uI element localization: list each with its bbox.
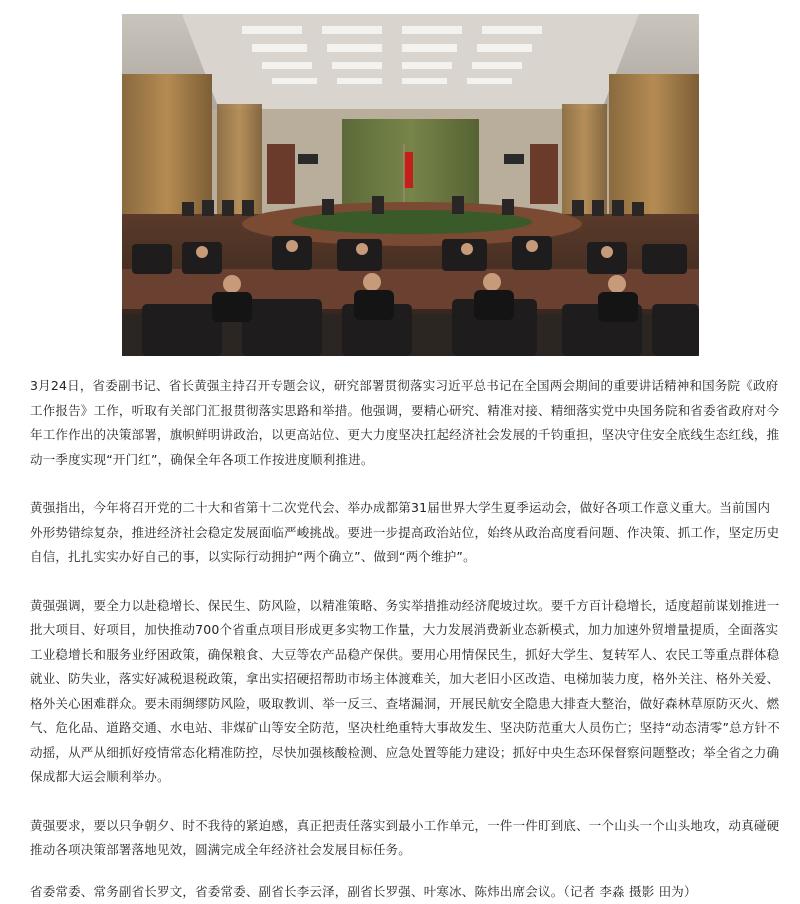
article-paragraph-3: 黄强强调，要全力以赴稳增长、保民生、防风险，以精准策略、务实举措推动经济爬坡过坎。要千方百计稳增长，适度超前谋划推进一批大项目、好项目，加快推动700个省重点项目形成更多实物工作量，大力发展消费新业态新模式，加力加速外贸增量提质，全面落实工业稳增长和服务业纾困政策，确保粮食、大豆等农产品稳产保供。要用心用情保民生，抓好大学生、复转军人、农民工等重点群体稳就业、防失业，落实好减税退税政策，拿出实招硬招帮助市场主体渡难关，加大老旧小区改造、电梯加装力度，格外关注、格外关爱、格外关心困难群众。要未雨绸缪防风险，吸取教训、举一反三、查堵漏洞，开展民航安全隐患大排查大整治，做好森林草原防灭火、燃气、危化品、道路交通、水电站、非煤矿山等安全防范，坚决杜绝重特大事故发生、坚决防范重大人员伤亡；坚持“动态清零”总方针不动摇，从严从细抓好疫情常态化精准防控，尽快加强核酸检测、应急处置等能力建设；抓好中央生态环保督察问题整改；举全省之力确保成都大运会顺利举办。 [30, 594, 782, 790]
article-paragraph-1: 3月24日，省委副书记、省长黄强主持召开专题会议，研究部署贯彻落实习近平总书记在全国两会期间的重要讲话精神和国务院《政府工作报告》工作，听取有关部门汇报贯彻落实思路和举措。他强调，要精心研究、精准对接、精细落实党中央国务院和省委省政府对今年工作作出的决策部署，旗帜鲜明讲政治，以更高站位、更大力度坚决扛起经济社会发展的千钧重担，坚决守住安全底线生态红线，推动一季度实现“开门红”，确保全年各项工作按进度顺利推进。 [30, 374, 782, 472]
meeting-photo [122, 14, 699, 356]
article-paragraph-4: 黄强要求，要以只争朝夕、时不我待的紧迫感，真正把责任落实到最小工作单元，一件一件盯到底、一个山头一个山头地攻，动真碰硬推动各项决策部署落地见效，圆满完成全年经济社会发展目标任务。 [30, 814, 782, 863]
article-paragraph-5: 省委常委、常务副省长罗文，省委常委、副省长李云泽，副省长罗强、叶寒冰、陈炜出席会议。（记者 李淼 摄影 田为） [30, 880, 782, 904]
article-body [30, 374, 782, 904]
article-paragraph-2: 黄强指出，今年将召开党的二十大和省第十二次党代会、举办成都第31届世界大学生夏季运动会，做好各项工作意义重大。当前国内外形势错综复杂，推进经济社会稳定发展面临严峻挑战。要进一步提高政治站位，始终从政治高度看问题、作决策、抓工作，坚定历史自信，扎扎实实办好自己的事，以实际行动拥护“两个确立”、做到“两个维护”。 [30, 496, 782, 570]
